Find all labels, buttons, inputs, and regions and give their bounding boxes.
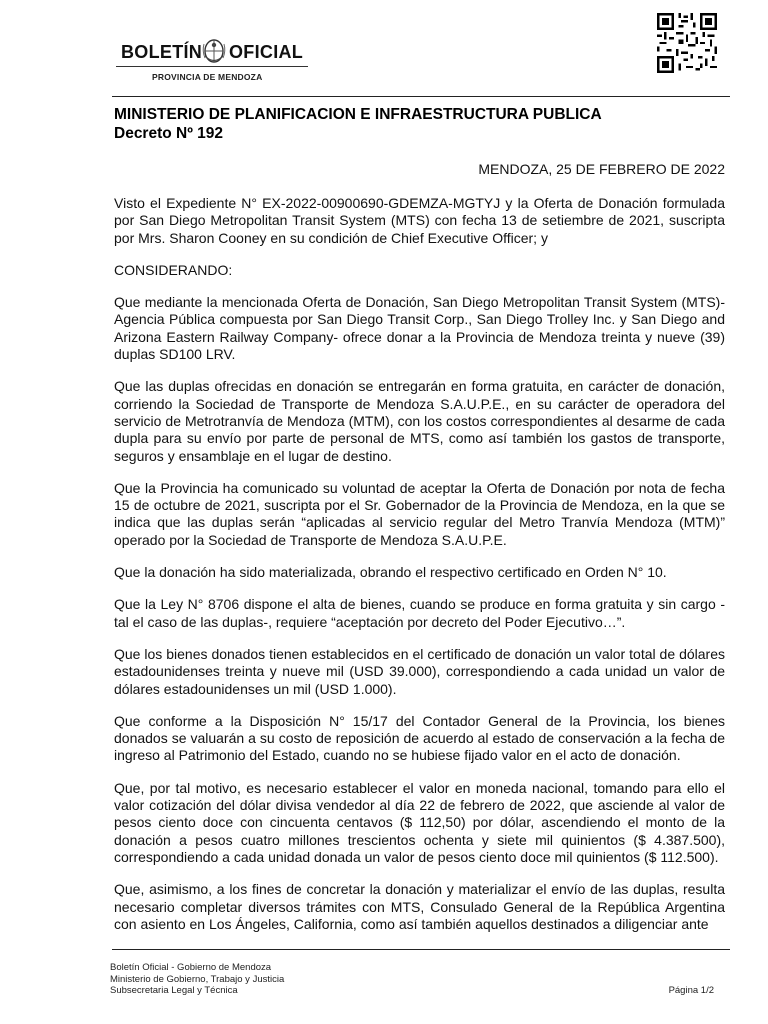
paragraph: Que mediante la mencionada Oferta de Donación, San Diego Metropolitan Transit System (MTS)- Agencia Pública compuesta por San Diego Transit Corp., San Diego Trolley Inc. y San Diego and Arizona Eastern Railway Company- ofrece donar a la Provincia de Mendoza treinta y nueve (39) duplas SD100 LRV. xyxy=(114,294,725,363)
paragraph: Que, por tal motivo, es necesario establecer el valor en moneda nacional, tomando para ello el valor cotización del dólar divisa vendedor al día 22 de febrero de 2022, que asciende al valor de pesos ciento doce con cincuenta centavos ($ 112,50) por dólar, ascendiendo el monto de la donación a pesos cuatro millones trescientos ochenta y siete mil quinientos ($ 4.387.500), correspondiendo a cada unidad donada un valor de pesos ciento doce mil quinientos ($ 112.500). xyxy=(114,779,725,865)
document-body xyxy=(114,105,725,933)
paragraph: Que las duplas ofrecidas en donación se entregarán en forma gratuita, en carácter de donación, corriendo la Sociedad de Transporte de Mendoza S.A.U.P.E., en su carácter de operadora del servicio de Metrotranvía de Mendoza (MTM), con los costos correspondientes al desarme de cada dupla para su envío por parte de personal de MTS, como así también los gastos de transporte, seguros y ensamblaje en el lugar de destino. xyxy=(114,378,725,464)
paragraph-considerando: CONSIDERANDO: xyxy=(114,261,233,278)
paragraph: Que la donación ha sido materializada, obrando el respectivo certificado en Orden N° 10. xyxy=(114,564,667,581)
logo-title-left: BOLETÍN xyxy=(121,42,203,62)
footer-line-ministry: Ministerio de Gobierno, Trabajo y Justicia xyxy=(110,973,285,985)
paragraph: Que conforme a la Disposición N° 15/17 del Contador General de la Provincia, los bienes donados se valuarán a su costo de reposición de acuerdo al estado de conservación a la fecha de ingreso al Patrimonio del Estado, cuando no se hubiese fijado valor en el acto de donación. xyxy=(114,712,725,764)
logo-divider xyxy=(116,66,308,67)
date-line: MENDOZA, 25 DE FEBRERO DE 2022 xyxy=(478,161,725,177)
paragraph: Que los bienes donados tienen establecidos en el certificado de donación un valor total de dólares estadounidenses treinta y nueve mil (USD 39.000), correspondiendo a cada unidad un valor de dólares estadounidenses un mil (USD 1.000). xyxy=(114,645,725,697)
provincial-crest-icon xyxy=(200,36,228,66)
paragraph: Que la Provincia ha comunicado su voluntad de aceptar la Oferta de Donación por nota de fecha 15 de octubre de 2021, suscripta por el Sr. Gobernador de la Provincia de Mendoza, en la que se indica que las duplas serán “aplicadas al servicio regular del Metro Tranvía Mendoza (MTM)” operado por la Sociedad de Transporte de Mendoza S.A.U.P.E. xyxy=(114,479,725,548)
paragraph-visto: Visto el Expediente N° EX-2022-00900690-GDEMZA-MGTYJ y la Oferta de Donación formulada por San Diego Metropolitan Transit System (MTS) con fecha 13 de setiembre de 2021, suscripta por Mrs. Sharon Cooney en su condición de Chief Executive Officer; y xyxy=(114,195,725,246)
footer-line-publisher: Boletín Oficial - Gobierno de Mendoza xyxy=(110,962,272,973)
page-footer xyxy=(110,962,714,997)
ministry-heading: MINISTERIO DE PLANIFICACION E INFRAESTRUCTURA PUBLICA xyxy=(114,106,602,123)
page-header xyxy=(0,0,768,100)
paragraph: Que, asimismo, a los fines de concretar la donación y materializar el envío de las duplas, resulta necesario completar diversos trámites con MTS, Consulado General de la República Argentina con asiento en Los Ángeles, California, como así también aquellos destinados a diligenciar ante xyxy=(114,881,725,932)
logo-subtitle: PROVINCIA DE MENDOZA xyxy=(152,72,263,82)
logo-title-right: OFICIAL xyxy=(229,42,304,62)
boletin-oficial-logo xyxy=(112,32,308,88)
qr-code-icon xyxy=(657,13,717,73)
paragraph: Que la Ley N° 8706 dispone el alta de bienes, cuando se produce en forma gratuita y sin cargo -tal el caso de las duplas-, requiere “aceptación por decreto del Poder Ejecutivo…”. xyxy=(114,596,725,630)
footer-line-secretariat: Subsecretaria Legal y Técnica xyxy=(110,985,238,996)
page-number: Página 1/2 xyxy=(668,985,714,996)
header-divider xyxy=(112,96,730,97)
decree-number: Decreto Nº 192 xyxy=(114,125,224,142)
footer-divider xyxy=(112,949,730,950)
